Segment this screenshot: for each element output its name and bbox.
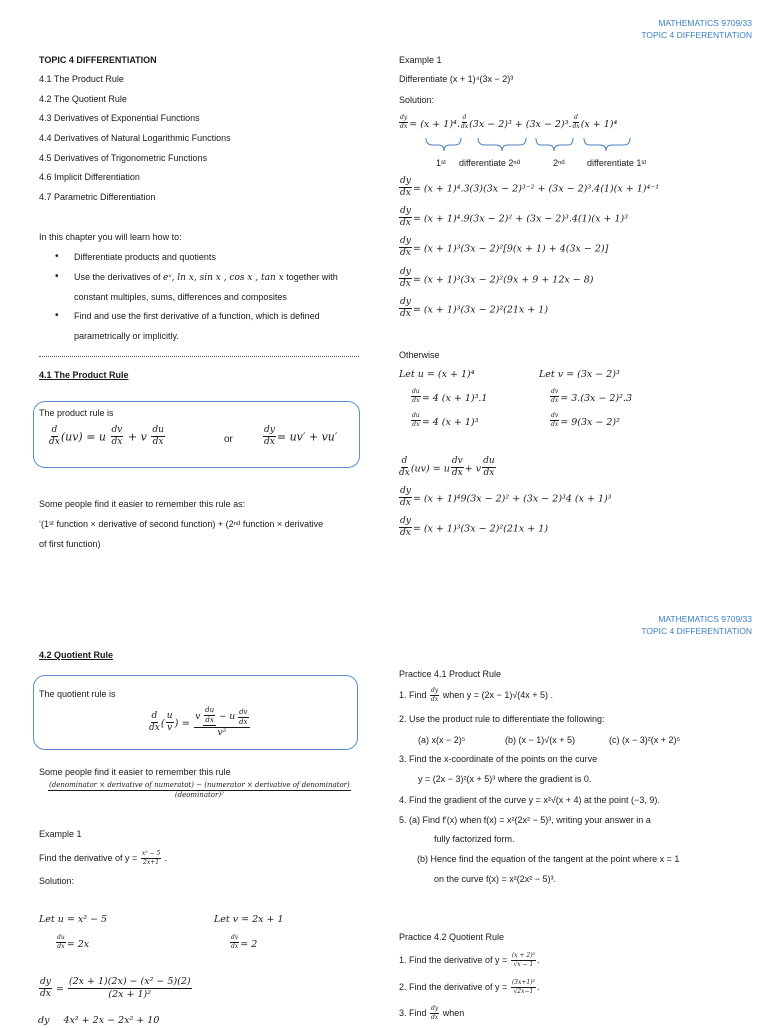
let-u: Let u = x² − 5: [39, 914, 108, 925]
solution-step: $\frac{dy}{dx}$ = (x + 1)³(3x − 2)²(21x + 1): [400, 297, 549, 319]
objective-item: • Use the derivatives of eˣ, ln x, sin x , cos x , tan x together with: [74, 271, 338, 284]
product-rule-heading: 4.1 The Product Rule: [39, 370, 129, 380]
divider: [39, 356, 359, 357]
quotient-rule-lead: The quotient rule is: [39, 689, 116, 699]
let-v: Let v = (3x − 2)³: [539, 369, 620, 380]
practice-subquestion: (b) Hence find the equation of the tangent at the point where x = 1: [417, 854, 680, 864]
toc-item: 4.2 The Quotient Rule: [39, 94, 127, 104]
objective-item-cont: parametrically or implicitly.: [74, 331, 179, 341]
let-v: Let v = 2x + 1: [214, 914, 284, 925]
example-title: Example 1: [399, 55, 442, 65]
toc-item: 4.4 Derivatives of Natural Logarithmic Functions: [39, 133, 231, 143]
du-step: $\frac{du}{dx}$ = 4 (x + 1)³: [412, 412, 479, 429]
practice-question: 1. Find $\frac{dy}{dx}$ when y = (2x − 1)√(4x + 5) .: [399, 687, 554, 703]
du-step: $\frac{du}{dx}$ = 2x: [57, 934, 90, 951]
product-remember: Some people find it easier to remember this rule as:: [39, 499, 246, 509]
practice-question-cont: y = (2x − 3)²(x + 5)³ where the gradient is 0.: [418, 774, 592, 784]
solution-step: $\frac{dy}{dx}$ = (x + 1)³(3x − 2)²(9x + 9 + 12x − 8): [400, 267, 594, 289]
practice-title: Practice 4.1 Product Rule: [399, 669, 502, 679]
let-u: Let u = (x + 1)⁴: [399, 369, 475, 380]
objective-item-cont: constant multiples, sums, differences and composites: [74, 292, 287, 302]
solution-step: $\frac{dy}{dx}$ = (x + 1)⁴.3(3)(3x − 2)³⁻² + (3x − 2)³.4(1)(x + 1)⁴⁻¹: [400, 176, 660, 198]
topic-title: TOPIC 4 DIFFERENTIATION: [39, 55, 157, 65]
product-rule-formula-alt: $\frac{dy}{dx}$ = uv′ + vu′: [264, 425, 338, 447]
product-mnemonic: ‘(1ˢᵗ function × derivative of second function) + (2ⁿᵈ function × derivative: [39, 519, 324, 529]
brace-label: 1ˢᵗ: [436, 158, 447, 168]
product-rule-lead: The product rule is: [39, 408, 114, 418]
practice-subquestion: (b) (x − 1)√(x + 5): [505, 735, 575, 745]
product-mnemonic-cont: of first function): [39, 539, 101, 549]
practice-question: 3. Find the x-coordinate of the points on the curve: [399, 754, 598, 764]
solution-label: Solution:: [39, 876, 75, 886]
example-line: $\frac{dy}{dx}$ = (x + 1)⁴. $\frac{d}{dx}$ (3x − 2)³ + (3x − 2)³. $\frac{d}{dx}$ (x + 1)⁴: [400, 114, 618, 131]
solution-step: $\frac{dy}{dx}$ = (x + 1)³(3x − 2)²[9(x + 1) + 4(3x − 2)]: [400, 236, 609, 258]
header-subject: MATHEMATICS 9709/33: [658, 614, 752, 624]
practice-question: 4. Find the gradient of the curve y = x²√(x + 4) at the point (−3, 9).: [399, 795, 660, 805]
quotient-remember: Some people find it easier to remember this rule: [39, 767, 231, 777]
toc-item: 4.7 Parametric Differentiation: [39, 192, 156, 202]
objective-item: • Differentiate products and quotients: [74, 251, 216, 263]
practice-question-cont: fully factorized form.: [434, 834, 515, 844]
brace-annotations: [398, 136, 688, 158]
solution-step: $\frac{dy}{dx}$ = $\frac{\text{(2x + 1)(2x) − (x² − 5)(2)}}{\text{(2x + 1)²}}$: [40, 976, 191, 1000]
dv-step: $\frac{dv}{dx}$ = 9(3x − 2)²: [551, 412, 620, 429]
objective-item: • Find and use the first derivative of a function, which is defined: [74, 310, 320, 322]
dv-step: $\frac{dv}{dx}$ = 3.(3x − 2)².3: [551, 388, 633, 405]
practice-question-cont: on the curve f(x) = x²(2x² − 5)³.: [434, 874, 557, 884]
toc-item: 4.6 Implicit Differentiation: [39, 172, 140, 182]
practice-question: 2. Use the product rule to differentiate the following:: [399, 714, 605, 724]
otherwise-step: $\frac{dy}{dx}$ = (x + 1)³(3x − 2)²(21x + 1): [400, 516, 549, 538]
otherwise-step: $\frac{dy}{dx}$ = (x + 1)⁴9(3x − 2)² + (3x − 2)³4 (x + 1)³: [400, 486, 612, 508]
practice-title: Practice 4.2 Quotient Rule: [399, 932, 505, 942]
solution-step: dy 4x² + 2x − 2x² + 10: [38, 1015, 160, 1026]
practice-subquestion: (c) (x − 3)²(x + 2)⁵: [609, 735, 681, 745]
header-subject: MATHEMATICS 9709/33: [658, 18, 752, 28]
practice-question: 1. Find the derivative of y = $\frac{\text{(x + 2)³}}{√x - 1}$ .: [399, 952, 540, 968]
quotient-mnemonic: (denominator × derivative of numeratot) − (numerator × derivative of denominator) (deominator)²: [49, 781, 350, 800]
brace-label: 2ⁿᵈ: [553, 158, 565, 168]
quotient-rule-formula: $\frac{d}{dx}$ ( $\frac{u}{v}$ ) = v $\frac{du}{dx}$ − u $\frac{dv}{dx}$ v²: [149, 706, 248, 738]
example-title: Example 1: [39, 829, 82, 839]
otherwise-label: Otherwise: [399, 350, 440, 360]
header-topic: TOPIC 4 DIFFERENTIATION: [641, 626, 752, 636]
solution-label: Solution:: [399, 95, 435, 105]
quotient-rule-heading: 4.2 Quotient Rule: [39, 650, 114, 660]
toc-item: 4.5 Derivatives of Trigonometric Functions: [39, 153, 208, 163]
brace-label: differentiate 1ˢᵗ: [587, 158, 647, 168]
practice-question: 5. (a) Find f′(x) when f(x) = x²(2x² − 5)³, writing your answer in a: [399, 815, 651, 825]
toc-item: 4.3 Derivatives of Exponential Functions: [39, 113, 200, 123]
solution-step: $\frac{dy}{dx}$ = (x + 1)⁴.9(3x − 2)² + (3x − 2)³.4(1)(x + 1)³: [400, 206, 629, 228]
practice-question: 2. Find the derivative of y = $\frac{\text{(3x+1)³}}{√2x-1}$ .: [399, 979, 540, 995]
toc-item: 4.1 The Product Rule: [39, 74, 124, 84]
dv-step: $\frac{dv}{dx}$ = 2: [231, 934, 258, 951]
brace-label: differentiate 2ⁿᵈ: [459, 158, 521, 168]
intro-lead: In this chapter you will learn how to:: [39, 232, 182, 242]
example-task: Differentiate (x + 1)⁴(3x − 2)³: [399, 74, 514, 84]
du-step: $\frac{du}{dx}$ = 4 (x + 1)³.1: [412, 388, 488, 405]
practice-subquestion: (a) x(x − 2)⁵: [418, 735, 466, 745]
or-label: or: [224, 434, 233, 445]
header-topic: TOPIC 4 DIFFERENTIATION: [641, 30, 752, 40]
example-task: Find the derivative of y = $\frac{\text{x² − 5}}{2x+1}$ .: [39, 850, 168, 866]
otherwise-step: $\frac{d}{dx}$ (uv) = u $\frac{dv}{dx}$ + v $\frac{du}{dx}$: [399, 456, 495, 478]
practice-question: 3. Find $\frac{dy}{dx}$ when: [399, 1005, 465, 1021]
product-rule-formula: $\frac{d}{dx}$ (uv) = u $\frac{dv}{dx}$ + v $\frac{du}{dx}$: [49, 425, 164, 447]
